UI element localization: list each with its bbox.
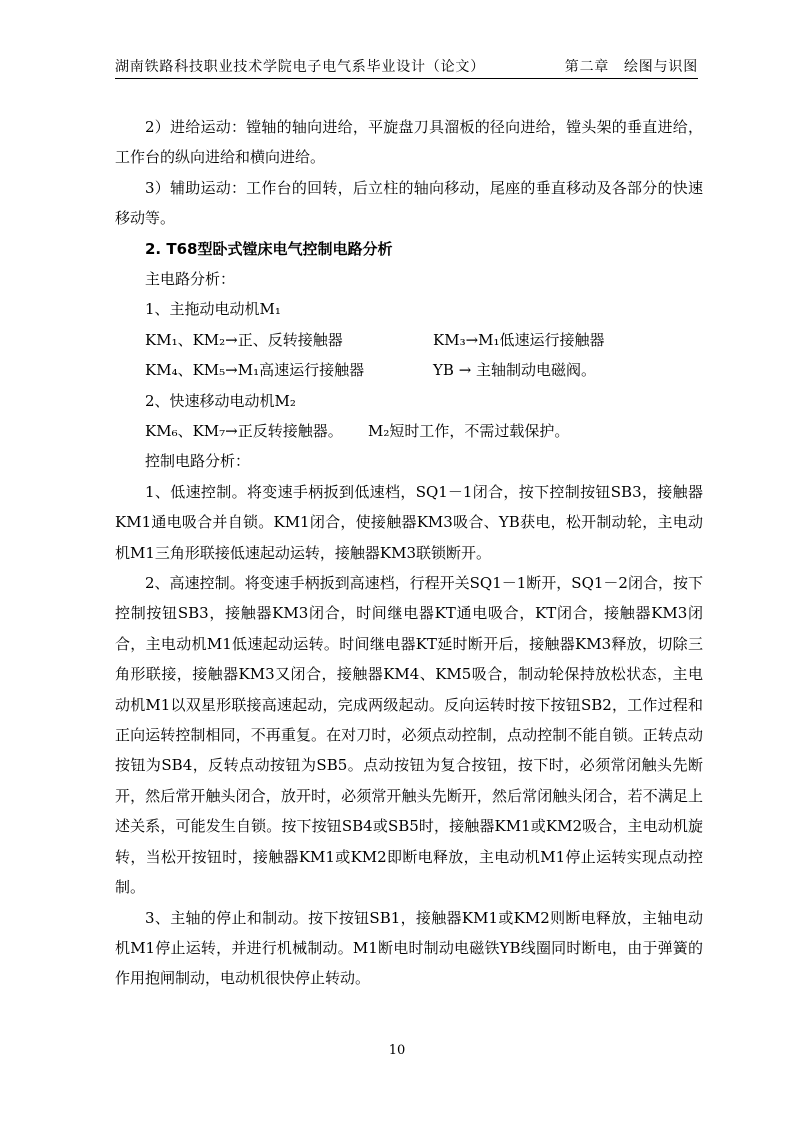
contactor-km6-km7: KM₆、KM₇→正反转接触器。 <box>145 422 343 441</box>
brake-valve-yb: YB → 主轴制动电磁阀。 <box>433 361 597 380</box>
contactor-row-3 <box>115 416 703 446</box>
contactor-km3: KM₃→M₁低速运行接触器 <box>433 330 605 349</box>
m2-title: 2、快速移动电动机M₂ <box>145 391 296 410</box>
main-circuit-label: 主电路分析： <box>145 270 236 289</box>
section-heading: 2. T68型卧式镗床电气控制电路分析 <box>145 239 393 258</box>
contactor-row-2 <box>115 355 703 385</box>
page-number: 10 <box>388 1043 406 1058</box>
control-circuit-label: 控制电路分析： <box>145 452 251 471</box>
m1-title: 1、主拖动电动机M₁ <box>145 300 281 319</box>
contactor-row-1 <box>115 325 703 355</box>
document-body <box>115 112 703 994</box>
contactor-km4-km5: KM₄、KM₅→M₁高速运行接触器 <box>145 361 365 380</box>
paragraph-high-speed: 2、高速控制。将变速手柄扳到高速档，行程开关SQ1－1断开，SQ1－2闭合，按下控制按钮SB3，接触器KM3闭合，时间继电器KT通电吸合，KT闭合，接触器KM3闭合，主电动机M1低速起动运转。时间继电器KT延时断开后，接触器KM3释放，切除三角形联接，接触器KM3又闭合，接触器KM4、KM5吸合，制动轮保持放松状态，主电动机M1以双星形联接高速起动，完成两级起动。反向运转时按下按钮SB2，工作过程和正向运转控制相同，不再重复。在对刀时，必须点动控制，点动控制不能自锁。正转点动按钮为SB4，反转点动按钮为SB5。点动按钮为复合按钮，按下时，必须常闭触头先断开，然后常开触头闭合，放开时，必须常开触头先断开，然后常闭触头闭合，若不满足上述关系，可能发生自锁。按下按钮SB4或SB5时，接触器KM1或KM2吸合，主电动机旋转，当松开按钮时，接触器KM1或KM2即断电释放，主电动机M1停止运转实现点动控制。 <box>115 574 703 897</box>
paragraph-stop-brake: 3、主轴的停止和制动。按下按钮SB1，接触器KM1或KM2则断电释放，主轴电动机M1停止运转，并进行机械制动。M1断电时制动电磁铁YB线圈同时断电，由于弹簧的作用抱闸制动，电动机很快停止转动。 <box>115 908 703 988</box>
header-chapter: 第二章 绘图与识图 <box>564 59 698 75</box>
paragraph-feed-motion: 2）进给运动：镗轴的轴向进给，平旋盘刀具溜板的径向进给，镗头架的垂直进给，工作台的纵向进给和横向进给。 <box>115 118 703 167</box>
paragraph-low-speed: 1、低速控制。将变速手柄扳到低速档，SQ1－1闭合，按下控制按钮SB3，接触器KM1通电吸合并自锁。KM1闭合，使接触器KM3吸合、YB获电，松开制动轮，主电动机M1三角形联接低速起动运转，接触器KM3联锁断开。 <box>115 482 703 562</box>
contactor-km1-km2: KM₁、KM₂→正、反转接触器 <box>145 330 343 349</box>
page-header <box>115 56 698 79</box>
header-title: 湖南铁路科技职业技术学院电子电气系毕业设计（论文） <box>115 59 485 75</box>
paragraph-aux-motion: 3）辅助运动：工作台的回转，后立柱的轴向移动，尾座的垂直移动及各部分的快速移动等。 <box>115 178 703 228</box>
m2-note: M₂短时工作，不需过载保护。 <box>368 422 570 441</box>
